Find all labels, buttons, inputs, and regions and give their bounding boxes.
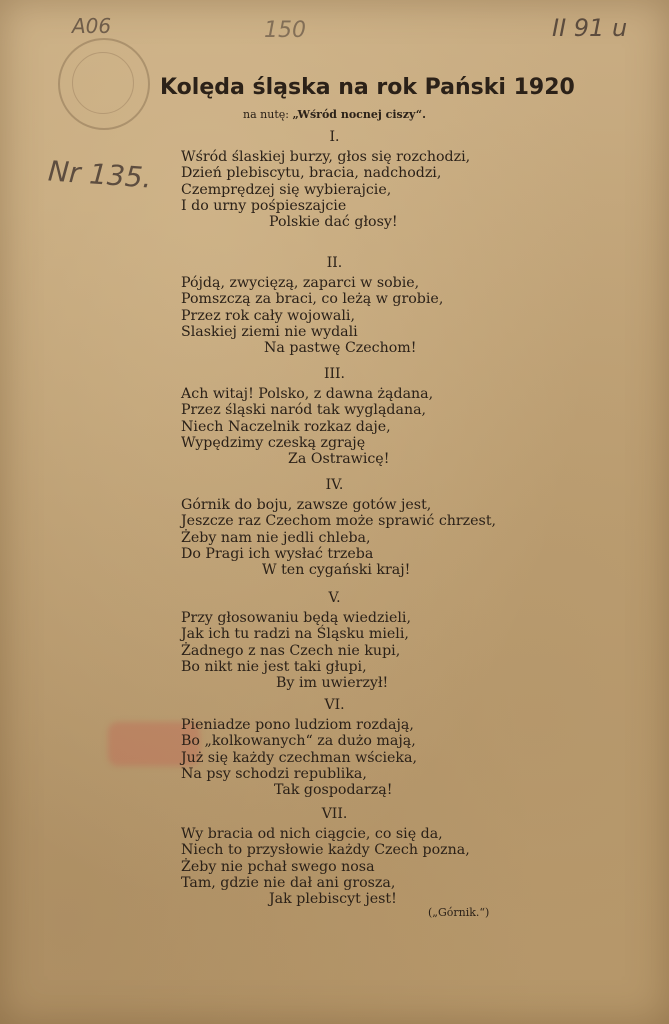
handwritten-number-top-left: A06 (72, 14, 112, 38)
stanza-line: Pomszczą za braci, co leżą w grobie, (181, 291, 444, 308)
handwritten-number-left-margin: Nr 135. (46, 154, 153, 195)
stanza-numeral: VI. (324, 697, 345, 713)
stanza-line: Bo nikt nie jest taki głupi, (181, 658, 367, 675)
stanza-line: Przez rok cały wojowali, (181, 307, 355, 324)
stanza-refrain-line: Za Ostrawicę! (288, 451, 390, 468)
stanza-line: Przez śląski naród tak wyglądana, (181, 402, 427, 419)
stanza-numeral: IV. (325, 477, 344, 493)
document-title: Kolęda śląska na rok Pański 1920 (160, 75, 575, 100)
author-signature: („Górnik.“) (428, 906, 490, 919)
stanza-line: Przy głosowaniu będą wiedzieli, (181, 610, 411, 626)
handwritten-signature-top-right: II 91 u (552, 14, 628, 42)
stanza-line: Jeszcze raz Czechom może sprawić chrzest, (181, 513, 497, 530)
stanza-line: Żeby nam nie jedli chleba, (181, 529, 371, 546)
stanza-refrain-line: Jak plebiscyt jest! (269, 891, 397, 908)
stanza-line: Wypędzimy czeską zgraję (181, 434, 366, 451)
stanza-line: Żadnego z nas Czech nie kupi, (181, 642, 401, 659)
stanza-line: Czemprędzej się wybierajcie, (181, 181, 392, 198)
stanza-numeral: I. (329, 129, 340, 145)
stanza-line: I do urny pośpieszajcie (181, 197, 347, 214)
stanza-line: Pieniadze pono ludziom rozdają, (181, 717, 414, 733)
stanza-line: Dzień plebiscytu, bracia, nadchodzi, (181, 165, 442, 182)
stanza-refrain-line: Na pastwę Czechom! (264, 340, 417, 357)
stanza-line: Górnik do boju, zawsze gotów jest, (181, 497, 432, 513)
stanza-numeral: V. (328, 590, 341, 606)
document-subtitle (0, 108, 669, 121)
subtitle-melody: „Wśród nocnej ciszy“. (292, 108, 426, 121)
stanza-refrain-line: Tak gospodarzą! (274, 782, 393, 799)
subtitle-prefix: na nutę: (243, 108, 289, 121)
stanza-numeral: VII. (321, 806, 348, 822)
stanza-line: Niech to przysłowie każdy Czech pozna, (181, 842, 470, 859)
stanza-numeral: III. (323, 366, 346, 382)
stanza-refrain-line: W ten cygański kraj! (262, 562, 411, 579)
stanza-numeral: II. (326, 255, 343, 271)
stanza-line: Pójdą, zwycięzą, zaparci w sobie, (181, 275, 420, 291)
stanza-line: Tam, gdzie nie dał ani grosza, (181, 874, 396, 891)
stanza-line: Już się każdy czechman wścieka, (181, 749, 417, 766)
stanza-refrain-line: By im uwierzył! (276, 675, 389, 692)
handwritten-number-top-center: 150 (264, 18, 306, 43)
stanza-line: Na psy schodzi republika, (181, 765, 367, 782)
stanza-line: Do Pragi ich wysłać trzeba (181, 545, 374, 562)
stanza-line: Niech Naczelnik rozkaz daje, (181, 418, 391, 435)
stanza-line: Jak ich tu radzi na Śląsku mieli, (181, 626, 409, 643)
stanza-line: Żeby nie pchał swego nosa (181, 858, 375, 875)
stanza-line: Wy bracia od nich ciągcie, co się da, (181, 826, 443, 842)
stanza-line: Bo „kolkowanych“ za dużo mają, (181, 733, 416, 750)
stanza-refrain-line: Polskie dać głosy! (269, 214, 398, 231)
stanza-line: Slaskiej ziemi nie wydali (181, 323, 358, 340)
stanza-line: Wśród ślaskiej burzy, głos się rozchodzi, (181, 149, 471, 165)
stanza-line: Ach witaj! Polsko, z dawna żądana, (181, 386, 434, 402)
